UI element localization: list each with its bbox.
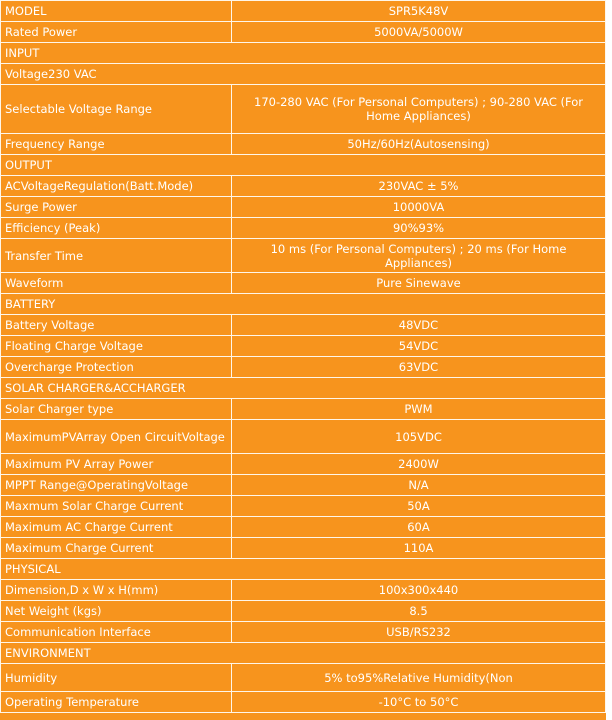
spec-label-cell: Maximum PV Array Power [1,454,232,475]
spec-value-cell: 60A [232,517,606,538]
table-row [1,496,606,517]
spec-value-cell: -10°C to 50°C [232,692,606,713]
spec-label-cell: MODEL [1,1,232,22]
table-row [1,517,606,538]
table-row [1,357,606,378]
spec-value-cell: USB/RS232 [232,622,606,643]
right-edge-strip [606,0,612,720]
spec-label-cell: Efficiency (Peak) [1,218,232,239]
table-row [1,692,606,713]
spec-label-cell: Maxmum Solar Charge Current [1,496,232,517]
spec-value-cell: 10 ms (For Personal Computers) ; 20 ms (For Home Appliances) [232,239,606,273]
spec-value-cell: 10000VA [232,197,606,218]
table-row [1,336,606,357]
section-header-row [1,378,606,399]
spec-label-cell: Maximum Charge Current [1,538,232,559]
section-header-cell: SOLAR CHARGER&ACCHARGER [1,378,606,399]
table-row [1,134,606,155]
table-row [1,475,606,496]
table-row [1,420,606,454]
spec-label-cell: Overcharge Protection [1,357,232,378]
spec-label-cell: Operating Temperature [1,692,232,713]
table-row [1,197,606,218]
spec-value-cell: 5000VA/5000W [232,22,606,43]
spec-value-cell: 2400W [232,454,606,475]
table-row [1,176,606,197]
spec-label-cell: Battery Voltage [1,315,232,336]
spec-label-cell: Waveform [1,273,232,294]
spec-value-cell: 8.5 [232,601,606,622]
table-row [1,1,606,22]
section-header-row [1,559,606,580]
spec-value-cell: 100x300x440 [232,580,606,601]
table-row [1,22,606,43]
spec-label-cell: Net Weight (kgs) [1,601,232,622]
section-header-cell: BATTERY [1,294,606,315]
spec-label-cell: MPPT Range@OperatingVoltage [1,475,232,496]
spec-value-cell: 63VDC [232,357,606,378]
spec-value-cell: Pure Sinewave [232,273,606,294]
table-row [1,218,606,239]
spec-value-cell: SPR5K48V [232,1,606,22]
section-header-cell: ENVIRONMENT [1,643,606,664]
spec-value-cell: 54VDC [232,336,606,357]
spec-label-cell: Communication Interface [1,622,232,643]
section-header-row [1,155,606,176]
spec-label-cell: Dimension,D x W x H(mm) [1,580,232,601]
table-row [1,664,606,692]
section-header-row [1,294,606,315]
spec-value-cell: 110A [232,538,606,559]
spec-value-cell: 48VDC [232,315,606,336]
spec-value-cell: 105VDC [232,420,606,454]
table-row [1,239,606,273]
table-row [1,85,606,134]
spec-value-cell: 230VAC ± 5% [232,176,606,197]
section-header-row [1,643,606,664]
table-row [1,399,606,420]
spec-label-cell: Frequency Range [1,134,232,155]
table-row [1,315,606,336]
section-header-cell: Voltage230 VAC [1,64,606,85]
spec-value-cell: N/A [232,475,606,496]
spec-value-cell: PWM [232,399,606,420]
spec-label-cell: Surge Power [1,197,232,218]
spec-table-body [1,1,606,713]
section-header-row [1,43,606,64]
table-row [1,454,606,475]
spec-label-cell: Selectable Voltage Range [1,85,232,134]
section-header-cell: INPUT [1,43,606,64]
spec-value-cell: 170-280 VAC (For Personal Computers) ; 90-280 VAC (For Home Appliances) [232,85,606,134]
spec-label-cell: ACVoltageRegulation(Batt.Mode) [1,176,232,197]
spec-label-cell: Transfer Time [1,239,232,273]
spec-label-cell: Floating Charge Voltage [1,336,232,357]
table-row [1,622,606,643]
spec-label-cell: Maximum AC Charge Current [1,517,232,538]
table-row [1,538,606,559]
table-row [1,273,606,294]
spec-label-cell: Rated Power [1,22,232,43]
spec-label-cell: Solar Charger type [1,399,232,420]
section-header-cell: PHYSICAL [1,559,606,580]
spec-value-cell: 90%93% [232,218,606,239]
section-header-row [1,64,606,85]
spec-value-cell: 50A [232,496,606,517]
table-row [1,580,606,601]
spec-label-cell: Humidity [1,664,232,692]
spec-label-cell: MaximumPVArray Open CircuitVoltage [1,420,232,454]
section-header-cell: OUTPUT [1,155,606,176]
spec-value-cell: 50Hz/60Hz(Autosensing) [232,134,606,155]
spec-value-cell: 5% to95%Relative Humidity(Non [232,664,606,692]
table-row [1,601,606,622]
